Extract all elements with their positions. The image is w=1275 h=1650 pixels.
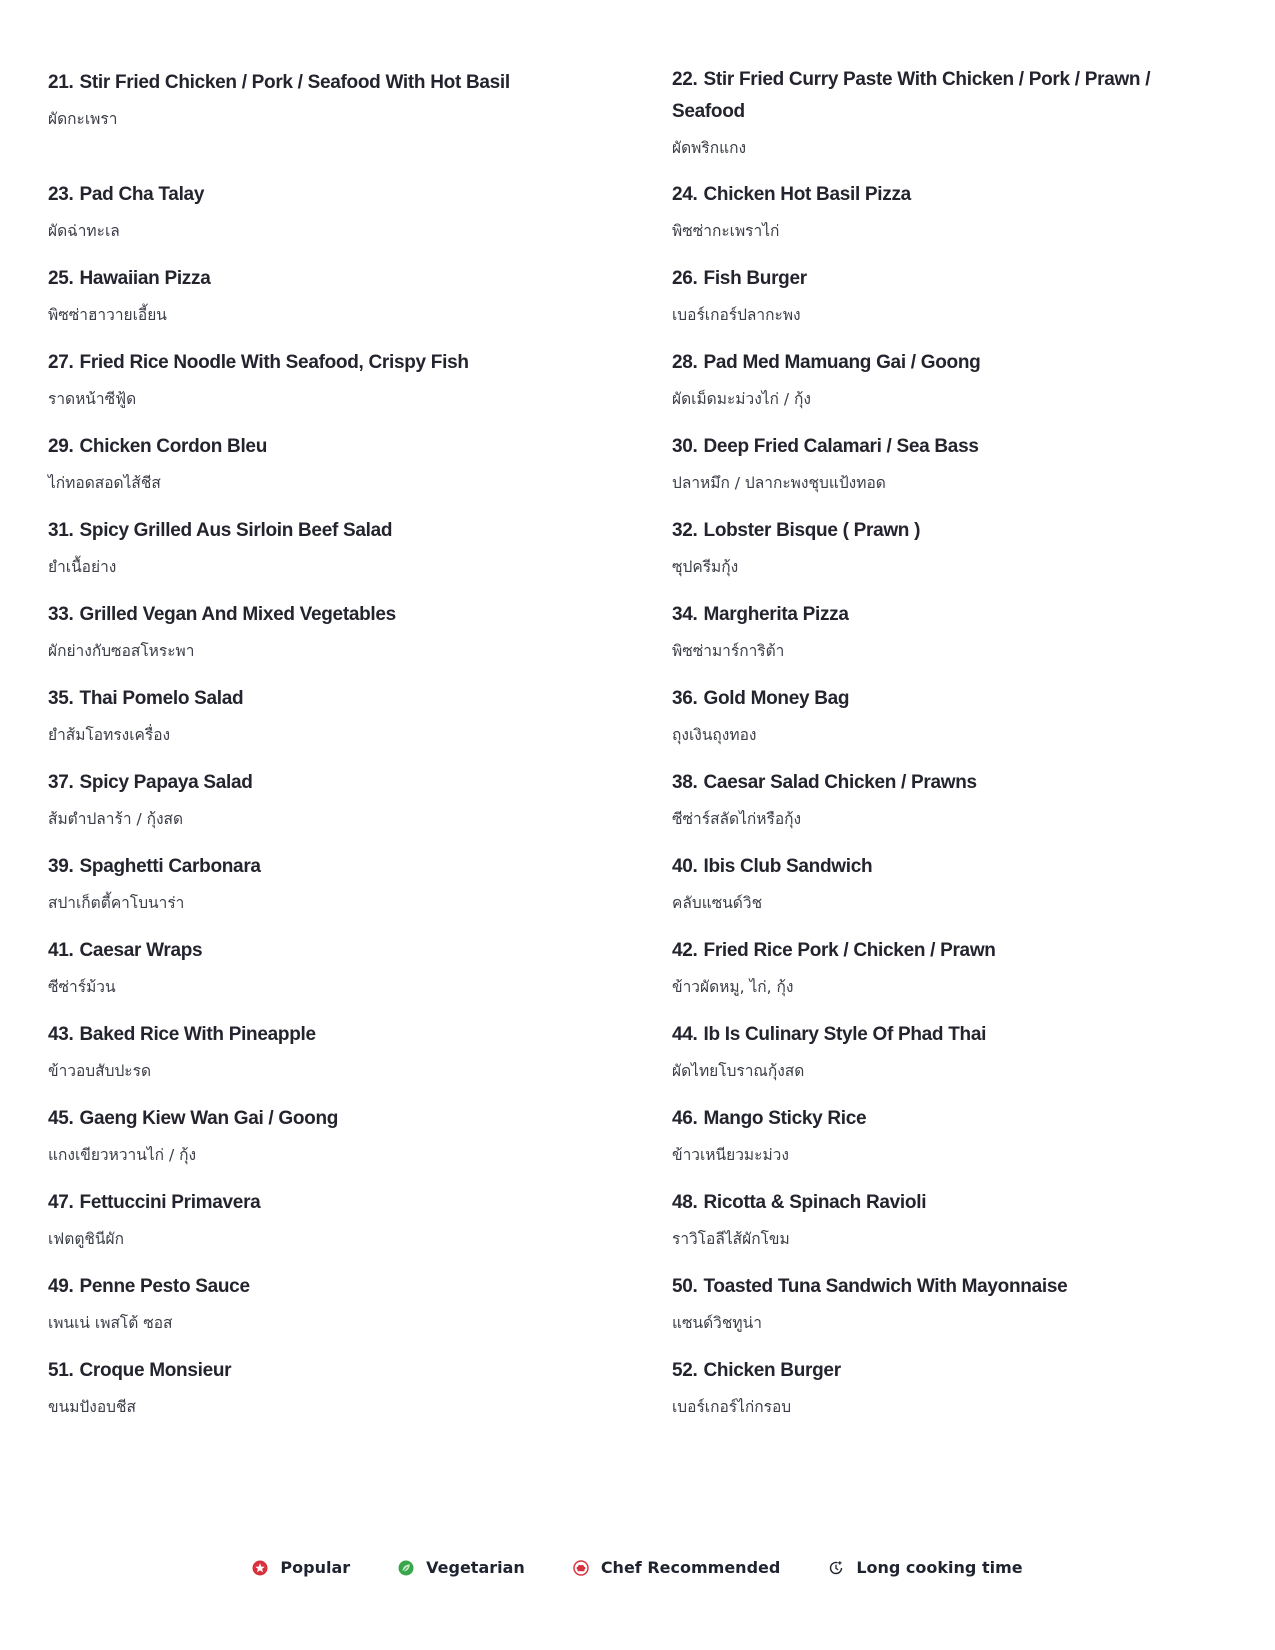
menu-item-name: Pad Cha Talay <box>79 184 205 205</box>
menu-item-name: Penne Pesto Sauce <box>79 1276 250 1297</box>
menu-item <box>672 1355 1188 1439</box>
menu-item <box>672 1103 1188 1187</box>
menu-item-thai-name: ผัดเม็ดมะม่วงไก่ / กุ้ง <box>672 390 811 408</box>
menu-item <box>672 599 1188 683</box>
menu-item-number: 52. <box>672 1360 698 1381</box>
menu-item <box>672 179 1188 263</box>
menu-item-name: Baked Rice With Pineapple <box>79 1024 316 1045</box>
chef-hat-icon <box>573 1560 589 1576</box>
legend-label: Popular <box>280 1558 351 1577</box>
menu-item <box>672 935 1188 1019</box>
menu-item-name: Margherita Pizza <box>703 604 849 625</box>
menu-item-name: Ibis Club Sandwich <box>703 856 873 877</box>
menu-item-number: 31. <box>48 520 74 541</box>
menu-item-thai-name: ผักย่างกับซอสโหระพา <box>48 642 195 660</box>
menu-item-title <box>48 431 672 463</box>
menu-item-title <box>48 1187 672 1219</box>
menu-item-thai-name: ซุปครีมกุ้ง <box>672 558 739 576</box>
menu-item-number: 26. <box>672 268 698 289</box>
menu-item-name: Stir Fried Curry Paste With Chicken / Pork / Prawn / Seafood <box>672 69 1151 122</box>
menu-item-name: Thai Pomelo Salad <box>79 688 244 709</box>
menu-item <box>672 683 1188 767</box>
menu-item-thai-name: เฟตตูชินีผัก <box>48 1230 124 1248</box>
menu-item-title <box>48 347 672 379</box>
menu-item-title <box>48 67 672 99</box>
menu-item-number: 39. <box>48 856 74 877</box>
legend-label: Vegetarian <box>426 1558 525 1577</box>
menu-item-title <box>672 64 1188 128</box>
legend <box>0 1558 1275 1577</box>
menu-item-thai-name: ซีซ่าร์สลัดไก่หรือกุ้ง <box>672 810 802 828</box>
popular-star-icon <box>252 1560 268 1576</box>
menu-item-title <box>48 1103 672 1135</box>
menu-item-name: Grilled Vegan And Mixed Vegetables <box>79 604 396 625</box>
menu-item <box>48 935 672 1019</box>
menu-item <box>48 64 672 179</box>
menu-item <box>48 1019 672 1103</box>
menu-item-name: Pad Med Mamuang Gai / Goong <box>703 352 981 373</box>
menu-item-thai-name: เบอร์เกอร์ปลากะพง <box>672 306 801 324</box>
menu-item <box>48 515 672 599</box>
menu-item-name: Spicy Papaya Salad <box>79 772 253 793</box>
menu-item-title <box>48 599 672 631</box>
menu-item <box>48 431 672 515</box>
menu-item-name: Lobster Bisque ( Prawn ) <box>703 520 921 541</box>
menu-item-thai-name: ราวิโอลีไส้ผักโขม <box>672 1230 790 1248</box>
menu-item <box>48 767 672 851</box>
menu-item-name: Spicy Grilled Aus Sirloin Beef Salad <box>79 520 393 541</box>
menu-item-number: 44. <box>672 1024 698 1045</box>
clock-icon <box>828 1560 844 1576</box>
menu-item-number: 30. <box>672 436 698 457</box>
menu-item-thai-name: พิซซ่ากะเพราไก่ <box>672 222 780 240</box>
legend-chef-recommended <box>573 1558 781 1577</box>
menu-item-number: 41. <box>48 940 74 961</box>
menu-item-title <box>48 1019 672 1051</box>
menu-item-thai-name: เพนเน่ เพสโต้ ซอส <box>48 1314 173 1332</box>
menu-item-number: 50. <box>672 1276 698 1297</box>
menu-item-name: Deep Fried Calamari / Sea Bass <box>703 436 979 457</box>
menu-item-name: Spaghetti Carbonara <box>79 856 261 877</box>
menu-item-title <box>48 179 672 211</box>
menu-item-name: Gold Money Bag <box>703 688 850 709</box>
menu-list <box>48 64 1188 1439</box>
menu-item <box>48 1187 672 1271</box>
menu-item <box>48 179 672 263</box>
menu-item-name: Stir Fried Chicken / Pork / Seafood With Hot Basil <box>79 72 510 93</box>
menu-item-title <box>48 935 672 967</box>
menu-item-number: 51. <box>48 1360 74 1381</box>
menu-item-thai-name: ข้าวผัดหมู, ไก่, กุ้ง <box>672 978 794 996</box>
menu-item <box>48 1355 672 1439</box>
menu-item-name: Ricotta & Spinach Ravioli <box>703 1192 927 1213</box>
menu-item-thai-name: ผัดฉ่าทะเล <box>48 222 120 240</box>
menu-item <box>48 1271 672 1355</box>
menu-item-thai-name: ผัดพริกแกง <box>672 139 747 157</box>
menu-item-name: Ib Is Culinary Style Of Phad Thai <box>703 1024 987 1045</box>
menu-item-title <box>48 515 672 547</box>
menu-item-title <box>672 767 1188 799</box>
menu-item-thai-name: ซีซ่าร์ม้วน <box>48 978 116 996</box>
menu-item <box>48 599 672 683</box>
menu-item-title <box>672 263 1188 295</box>
menu-item-title <box>672 1103 1188 1135</box>
menu-item-name: Caesar Wraps <box>79 940 203 961</box>
menu-item-number: 32. <box>672 520 698 541</box>
menu-item-thai-name: ผัดกะเพรา <box>48 110 118 128</box>
menu-item-title <box>48 1355 672 1387</box>
legend-vegetarian <box>398 1558 525 1577</box>
menu-item-number: 22. <box>672 69 698 90</box>
menu-item <box>48 1103 672 1187</box>
menu-item <box>48 347 672 431</box>
menu-item-title <box>672 347 1188 379</box>
menu-item-number: 28. <box>672 352 698 373</box>
menu-item-thai-name: ข้าวเหนียวมะม่วง <box>672 1146 789 1164</box>
menu-item-name: Fettuccini Primavera <box>79 1192 261 1213</box>
menu-item-title <box>672 599 1188 631</box>
menu-item-number: 27. <box>48 352 74 373</box>
menu-item-number: 46. <box>672 1108 698 1129</box>
menu-item-name: Chicken Burger <box>703 1360 841 1381</box>
menu-item-name: Fried Rice Pork / Chicken / Prawn <box>703 940 996 961</box>
menu-item-number: 23. <box>48 184 74 205</box>
menu-item-thai-name: พิซซ่ามาร์การิต้า <box>672 642 785 660</box>
menu-item <box>672 1271 1188 1355</box>
menu-item <box>672 851 1188 935</box>
menu-item <box>672 1187 1188 1271</box>
menu-item <box>672 431 1188 515</box>
menu-item-number: 45. <box>48 1108 74 1129</box>
menu-item-number: 48. <box>672 1192 698 1213</box>
menu-item-number: 35. <box>48 688 74 709</box>
menu-item-title <box>672 1355 1188 1387</box>
menu-item <box>672 1019 1188 1103</box>
menu-item-title <box>48 851 672 883</box>
menu-item-number: 49. <box>48 1276 74 1297</box>
menu-item-name: Chicken Hot Basil Pizza <box>703 184 911 205</box>
menu-item-number: 43. <box>48 1024 74 1045</box>
menu-item-thai-name: ถุงเงินถุงทอง <box>672 726 757 744</box>
menu-item-thai-name: สปาเก็ตตี้คาโบนาร่า <box>48 894 185 912</box>
menu-item-name: Fish Burger <box>703 268 807 289</box>
menu-item-number: 21. <box>48 72 74 93</box>
vegetarian-leaf-icon <box>398 1560 414 1576</box>
menu-item-title <box>672 431 1188 463</box>
menu-item-name: Mango Sticky Rice <box>703 1108 867 1129</box>
menu-item <box>672 515 1188 599</box>
menu-item-title <box>48 767 672 799</box>
menu-item-number: 40. <box>672 856 698 877</box>
menu-item-thai-name: ข้าวอบสับปะรด <box>48 1062 152 1080</box>
menu-item-name: Hawaiian Pizza <box>79 268 211 289</box>
menu-item-thai-name: คลับแซนด์วิช <box>672 894 763 912</box>
menu-item-number: 47. <box>48 1192 74 1213</box>
menu-item-thai-name: ปลาหมึก / ปลากะพงชุบแป้งทอด <box>672 474 886 492</box>
menu-item-number: 25. <box>48 268 74 289</box>
menu-item-number: 36. <box>672 688 698 709</box>
menu-item-thai-name: ราดหน้าซีฟู้ด <box>48 390 137 408</box>
menu-item-name: Croque Monsieur <box>79 1360 232 1381</box>
menu-item <box>672 263 1188 347</box>
menu-item <box>48 683 672 767</box>
menu-item-thai-name: ไก่ทอดสอดไส้ชีส <box>48 474 161 492</box>
legend-long-cooking-time <box>828 1558 1022 1577</box>
menu-item-title <box>672 1187 1188 1219</box>
menu-item-title <box>48 1271 672 1303</box>
menu-item-thai-name: พิซซ่าฮาวายเอี้ยน <box>48 306 167 324</box>
menu-item-name: Chicken Cordon Bleu <box>79 436 267 457</box>
menu-item-title <box>672 851 1188 883</box>
menu-item-title <box>48 263 672 295</box>
menu-item-name: Gaeng Kiew Wan Gai / Goong <box>79 1108 339 1129</box>
menu-item-number: 37. <box>48 772 74 793</box>
legend-popular <box>252 1558 350 1577</box>
menu-item-thai-name: ยำส้มโอทรงเครื่อง <box>48 726 171 744</box>
menu-item-number: 29. <box>48 436 74 457</box>
menu-item-thai-name: แซนด์วิชทูน่า <box>672 1314 762 1332</box>
menu-item-name: Fried Rice Noodle With Seafood, Crispy Fish <box>79 352 469 373</box>
menu-item-number: 34. <box>672 604 698 625</box>
menu-item-title <box>672 935 1188 967</box>
menu-item-thai-name: ส้มตำปลาร้า / กุ้งสด <box>48 810 184 828</box>
menu-item-number: 42. <box>672 940 698 961</box>
menu-item-thai-name: ขนมปังอบชีส <box>48 1398 136 1416</box>
menu-item-number: 24. <box>672 184 698 205</box>
menu-item-thai-name: เบอร์เกอร์ไก่กรอบ <box>672 1398 792 1416</box>
menu-item-number: 33. <box>48 604 74 625</box>
menu-item-thai-name: ยำเนื้อย่าง <box>48 558 117 576</box>
menu-item-title <box>672 515 1188 547</box>
menu-item-thai-name: ผัดไทยโบราณกุ้งสด <box>672 1062 805 1080</box>
menu-item-thai-name: แกงเขียวหวานไก่ / กุ้ง <box>48 1146 197 1164</box>
menu-item-number: 38. <box>672 772 698 793</box>
menu-item <box>672 347 1188 431</box>
legend-label: Chef Recommended <box>600 1558 781 1577</box>
menu-item-title <box>672 1271 1188 1303</box>
menu-item <box>48 851 672 935</box>
menu-item-title <box>48 683 672 715</box>
menu-item <box>48 263 672 347</box>
menu-item <box>672 767 1188 851</box>
menu-item-title <box>672 683 1188 715</box>
menu-item-title <box>672 179 1188 211</box>
menu-item-title <box>672 1019 1188 1051</box>
menu-item-name: Caesar Salad Chicken / Prawns <box>703 772 977 793</box>
legend-label: Long cooking time <box>856 1558 1023 1577</box>
menu-item-name: Toasted Tuna Sandwich With Mayonnaise <box>703 1276 1068 1297</box>
menu-item <box>672 64 1188 179</box>
